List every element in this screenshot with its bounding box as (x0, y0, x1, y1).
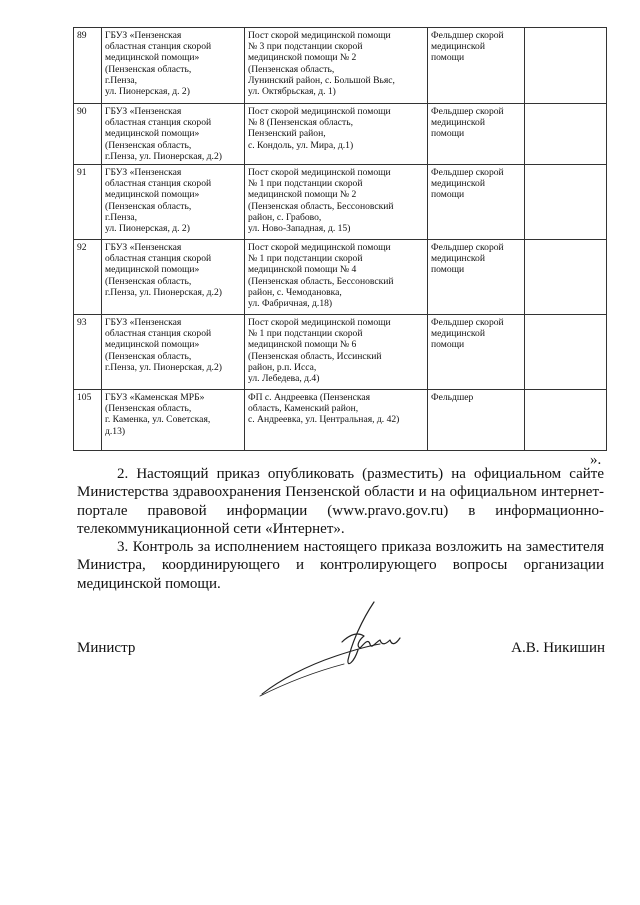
row-number: 105 (74, 390, 102, 451)
paragraph-control: 3. Контроль за исполнением настоящего приказа возложить на заместителя Министра, координирующего и контролирующего вопросы организации медицинской помощи. (77, 539, 604, 592)
row-number: 91 (74, 165, 102, 240)
position-cell: Фельдшер скорой медицинской помощи (428, 315, 525, 390)
empty-cell (525, 390, 607, 451)
empty-cell (525, 104, 607, 165)
post-cell: Пост скорой медицинской помощи № 8 (Пензенская область, Пензенский район, с. Кондоль, ул. Мира, д.1) (245, 104, 428, 165)
table-row (74, 240, 607, 315)
closing-quote-mark: ». (590, 452, 602, 468)
signatory-role: Министр (77, 640, 136, 656)
table-row (74, 165, 607, 240)
empty-cell (525, 315, 607, 390)
post-cell: Пост скорой медицинской помощи № 1 при подстанции скорой медицинской помощи № 4 (Пензенская область, Бессоновский район, с. Чемодановка, ул. Фабричная, д.18) (245, 240, 428, 315)
handwritten-signature (258, 598, 408, 698)
paragraph-publication: 2. Настоящий приказ опубликовать (разместить) на официальном сайте Министерства здравоохранения Пензенской области и на официальном интернет-портале правовой информации (www.pravo.gov.ru) в информационно-телекоммуникационной сети «Интернет». (77, 466, 604, 538)
post-cell: ФП с. Андреевка (Пензенская область, Каменский район, с. Андреевка, ул. Центральная, д. 42) (245, 390, 428, 451)
post-cell: Пост скорой медицинской помощи № 1 при подстанции скорой медицинской помощи № 2 (Пензенская область, Бессоновский район, с. Грабово, ул. Ново-Западная, д. 15) (245, 165, 428, 240)
organization-cell: ГБУЗ «Пензенская областная станция скорой медицинской помощи» (Пензенская область, г.Пенза, ул. Пионерская, д.2) (102, 315, 245, 390)
table-row (74, 104, 607, 165)
position-cell: Фельдшер скорой медицинской помощи (428, 28, 525, 104)
organization-cell: ГБУЗ «Пензенская областная станция скорой медицинской помощи» (Пензенская область, г.Пенза, ул. Пионерская, д.2) (102, 104, 245, 165)
organization-cell: ГБУЗ «Каменская МРБ» (Пензенская область, г. Каменка, ул. Советская, д.13) (102, 390, 245, 451)
row-number: 89 (74, 28, 102, 104)
row-number: 92 (74, 240, 102, 315)
table-row (74, 28, 607, 104)
row-number: 90 (74, 104, 102, 165)
registry-table (73, 27, 607, 451)
organization-cell: ГБУЗ «Пензенская областная станция скорой медицинской помощи» (Пензенская область, г.Пенза, ул. Пионерская, д. 2) (102, 28, 245, 104)
post-cell: Пост скорой медицинской помощи № 1 при подстанции скорой медицинской помощи № 6 (Пензенская область, Иссинский район, р.п. Исса, ул. Лебедева, д.4) (245, 315, 428, 390)
empty-cell (525, 165, 607, 240)
organization-cell: ГБУЗ «Пензенская областная станция скорой медицинской помощи» (Пензенская область, г.Пенза, ул. Пионерская, д. 2) (102, 165, 245, 240)
table-row (74, 390, 607, 451)
position-cell: Фельдшер скорой медицинской помощи (428, 104, 525, 165)
position-cell: Фельдшер скорой медицинской помощи (428, 165, 525, 240)
organization-cell: ГБУЗ «Пензенская областная станция скорой медицинской помощи» (Пензенская область, г.Пенза, ул. Пионерская, д.2) (102, 240, 245, 315)
table-row (74, 315, 607, 390)
signatory-name: А.В. Никишин (511, 640, 605, 656)
position-cell: Фельдшер скорой медицинской помощи (428, 240, 525, 315)
row-number: 93 (74, 315, 102, 390)
empty-cell (525, 240, 607, 315)
empty-cell (525, 28, 607, 104)
post-cell: Пост скорой медицинской помощи № 3 при подстанции скорой медицинской помощи № 2 (Пензенская область, Лунинский район, с. Большой Вьяс, ул. Октябрьская, д. 1) (245, 28, 428, 104)
position-cell: Фельдшер (428, 390, 525, 451)
